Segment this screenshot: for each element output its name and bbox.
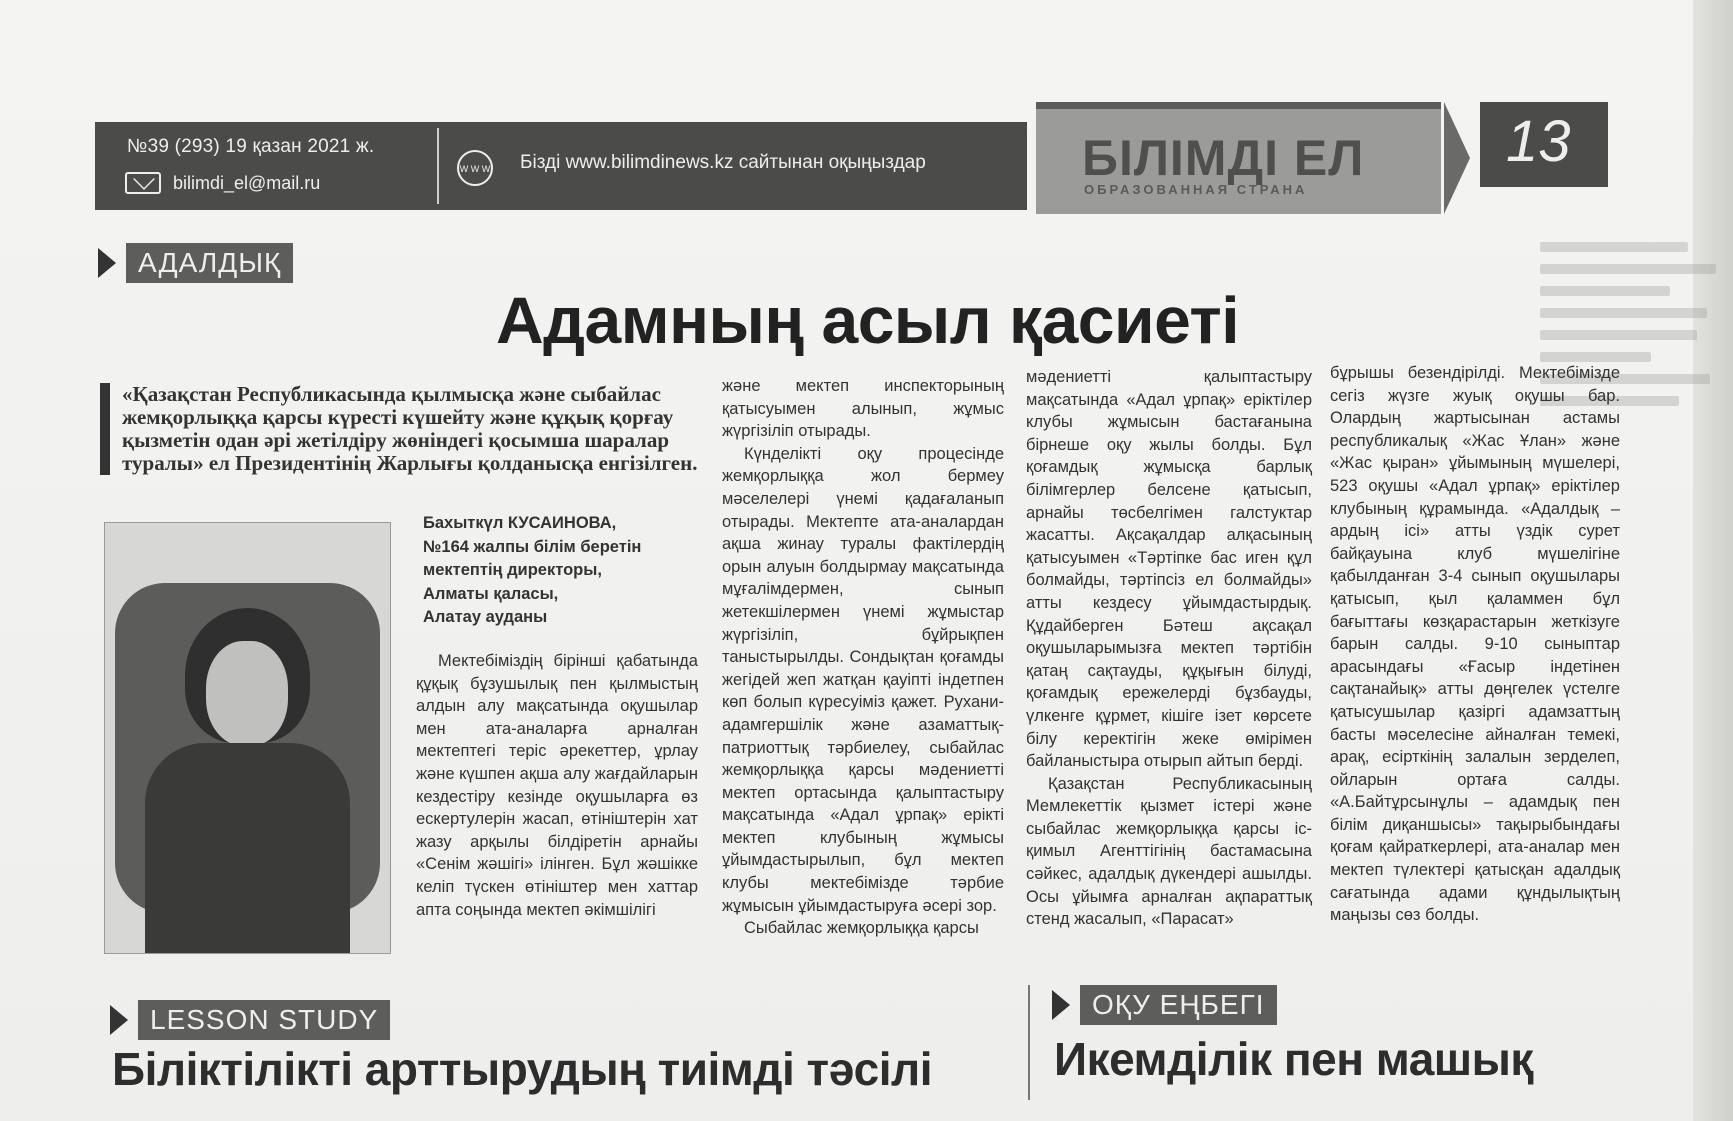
author-line: Алматы қаласы, (423, 584, 559, 603)
author-line: №164 жалпы білім беретін (423, 537, 642, 556)
paragraph: Сыбайлас жемқорлыққа қарсы (744, 919, 979, 938)
article-column-1 (416, 650, 698, 921)
article-column-2 (722, 375, 1004, 940)
oku-enbegi-tag (1052, 985, 1277, 1025)
photo-face (206, 641, 288, 746)
teaser-headline-right: Икемділік пен машық (1054, 1033, 1533, 1085)
teaser-headline-left: Біліктілікті арттырудың тиімді тәсілі (112, 1043, 933, 1095)
envelope-icon (125, 172, 161, 194)
section-tag (98, 243, 293, 283)
section-label: LESSON STUDY (138, 1000, 390, 1040)
author-line: Алатау ауданы (423, 608, 548, 626)
brand-subtitle: ОБРАЗОВАННАЯ СТРАНА (1084, 182, 1308, 197)
brand-logo (1036, 102, 1441, 214)
section-label: АДАЛДЫҚ (126, 243, 293, 283)
page-number: 13 (1506, 109, 1571, 174)
article-lead: «Қазақстан Республикасында қылмысқа және сыбайлас жемқорлыққа қарсы күресті күшейту және құқық қорғау қызметін одан әрі жетілдіру жөніндегі қосымша шаралар туралы» ел Президентінің Жарлығы қолданысқа енгізілген. (100, 383, 702, 475)
column-divider (1028, 985, 1030, 1100)
page-number-box (1480, 102, 1608, 187)
header-bar (95, 122, 1027, 210)
chevron-right-icon (1444, 102, 1470, 214)
author-photo (104, 522, 391, 954)
issue-info: №39 (293) 19 қазан 2021 ж. (127, 136, 375, 157)
author-line: Бахыткүл КУСАИНОВА, (423, 514, 617, 532)
triangle-icon (98, 248, 116, 278)
photo-body (145, 743, 350, 953)
article-headline: Адамның асыл қасиеті (496, 283, 1240, 357)
triangle-icon (1052, 990, 1070, 1020)
author-line: мектептің директоры, (423, 561, 602, 579)
paragraph: және мектеп инспекторының қатысуымен алынып, жұмыс жүргізіліп отырады. (722, 377, 1004, 441)
header-divider (437, 128, 439, 204)
article-column-4 (1330, 362, 1620, 927)
paragraph: Мектебіміздің бірінші қабатында құқық бұзушылық пен қылмыстың алдын алу мақсатында оқушылар мен ата-аналарға арналған мектептегі теріс әрекеттер, ұрлау және күшпен ақша алу жағдайларын кездестіру кезінде оқушыларға өз ескертулерін жасап, өтініштерін хат жазу арқылы білдіретін арнайы «Сенім жәшігі» ілінген. Бұл жәшікке келіп түскен өтініштер мен хаттар апта соңында мектеп әкімшілігі (416, 652, 698, 919)
section-label: ОҚУ ЕҢБЕГІ (1080, 985, 1277, 1025)
paragraph: мәдениетті қалыптастыру мақсатында «Адал ұрпақ» еріктілер клубы жұмысын бастағанына бірнеше оқу жылы болды. Бұл қоғамдық жұмысқа барлық білімгерлер белсене қатысып, арнайы төсбелгімен галстуктар жасатты. Ақсақалдар алқасының қатысуымен «Тәртіпке бас иген құл болмайды, тәртіпсіз ел болмайды» атты кездесу ұйымдастырдық. Құдайберген Бәтеш ақсақал оқушыларымызға мектеп тәртібін қатаң сақтауды, құқығын білуді, қоғамдық ережелерді бұзбауды, үлкенге құрмет, кішіге ізет көрсете білу керектігін жеке өмірімен байланыстыра отырып айтып берді. (1026, 368, 1312, 771)
triangle-icon (110, 1005, 128, 1035)
email-address: bilimdi_el@mail.ru (173, 172, 321, 193)
globe-icon: W W W (457, 150, 493, 186)
article-column-3 (1026, 366, 1312, 931)
lesson-study-tag (110, 1000, 390, 1040)
paragraph: Қазақстан Республикасының Мемлекеттік қызмет істері және сыбайлас жемқорлыққа қарсы іс-қимыл Агенттігінің бастамасына сәйкес, адалдық дүкендері ашылды. Осы ұйымға арналған ақпараттық стенд жасалып, «Парасат» (1026, 774, 1312, 929)
brand-title: БІЛІМДІ ЕЛ (1082, 130, 1365, 186)
author-block (423, 512, 641, 630)
paragraph: Күнделікті оқу процесінде жемқорлыққа жол бермеу мәселелері үнемі қадағаланып отырады. Мектепте ата-аналардан ақша жинау туралы фактілердің орын алуын болдырмау мақсатында мұғалімдермен, сынып жетекшілермен үнемі жұмыстар жүргізіліп, бұйрықпен таныстырылды. Сондықтан қоғамды жегідей жеп жатқан қауіпті індетпен көп болып күресуіміз қажет. Рухани-адамгершілік және азаматтық-патриоттық тәрбиелеу, сыбайлас жемқорлыққа қарсы мәдениетті мектеп ортасында қалыптастыру мақсатында «Адал ұрпақ» ерікті мектеп клубының жұмысы ұйымдастырылып, бұл мектеп клубы мектебімізде тәрбие жұмысын ұйымдастыруға әсері зор. (722, 444, 1004, 915)
website-label: Бізді www.bilimdinews.kz сайтынан оқыңыздар (520, 152, 926, 173)
paragraph: бұрышы безендірілді. Мектебімізде сегіз жүзге жуық оқушы бар. Олардың жартысынан астамы республикалық «Жас Ұлан» және «Жас қыран» ұйымының мүшелері, 523 оқушы «Адал ұрпақ» еріктілер клубының құрамында. «Адалдық – ардың ісі» атты үздік сурет байқауына клуб мүшелігіне қабылданған 3-4 сынып оқушылары қатысып, қыл қаламмен бұл бағыттағы көзқарастарын жеткізуге барын салды. 9-10 сыныптар арасындағы «Ғасыр індетінен сақтанайық» атты дөңгелек үстелге қатысушылар қазіргі адамзаттың басты мәселесіне айналған темекі, арақ, есірткінің залалын зерделеп, ойларын ортаға салды. «А.Байтұрсынұлы – адамдық пен білім диқаншысы» тақырыбындағы қоғам қайраткерлері, ата-аналар мен мектеп түлектері қатысқан адалдық сағатында адами құндылықтың маңызы сөз болды. (1330, 364, 1620, 925)
email-row (125, 172, 320, 194)
